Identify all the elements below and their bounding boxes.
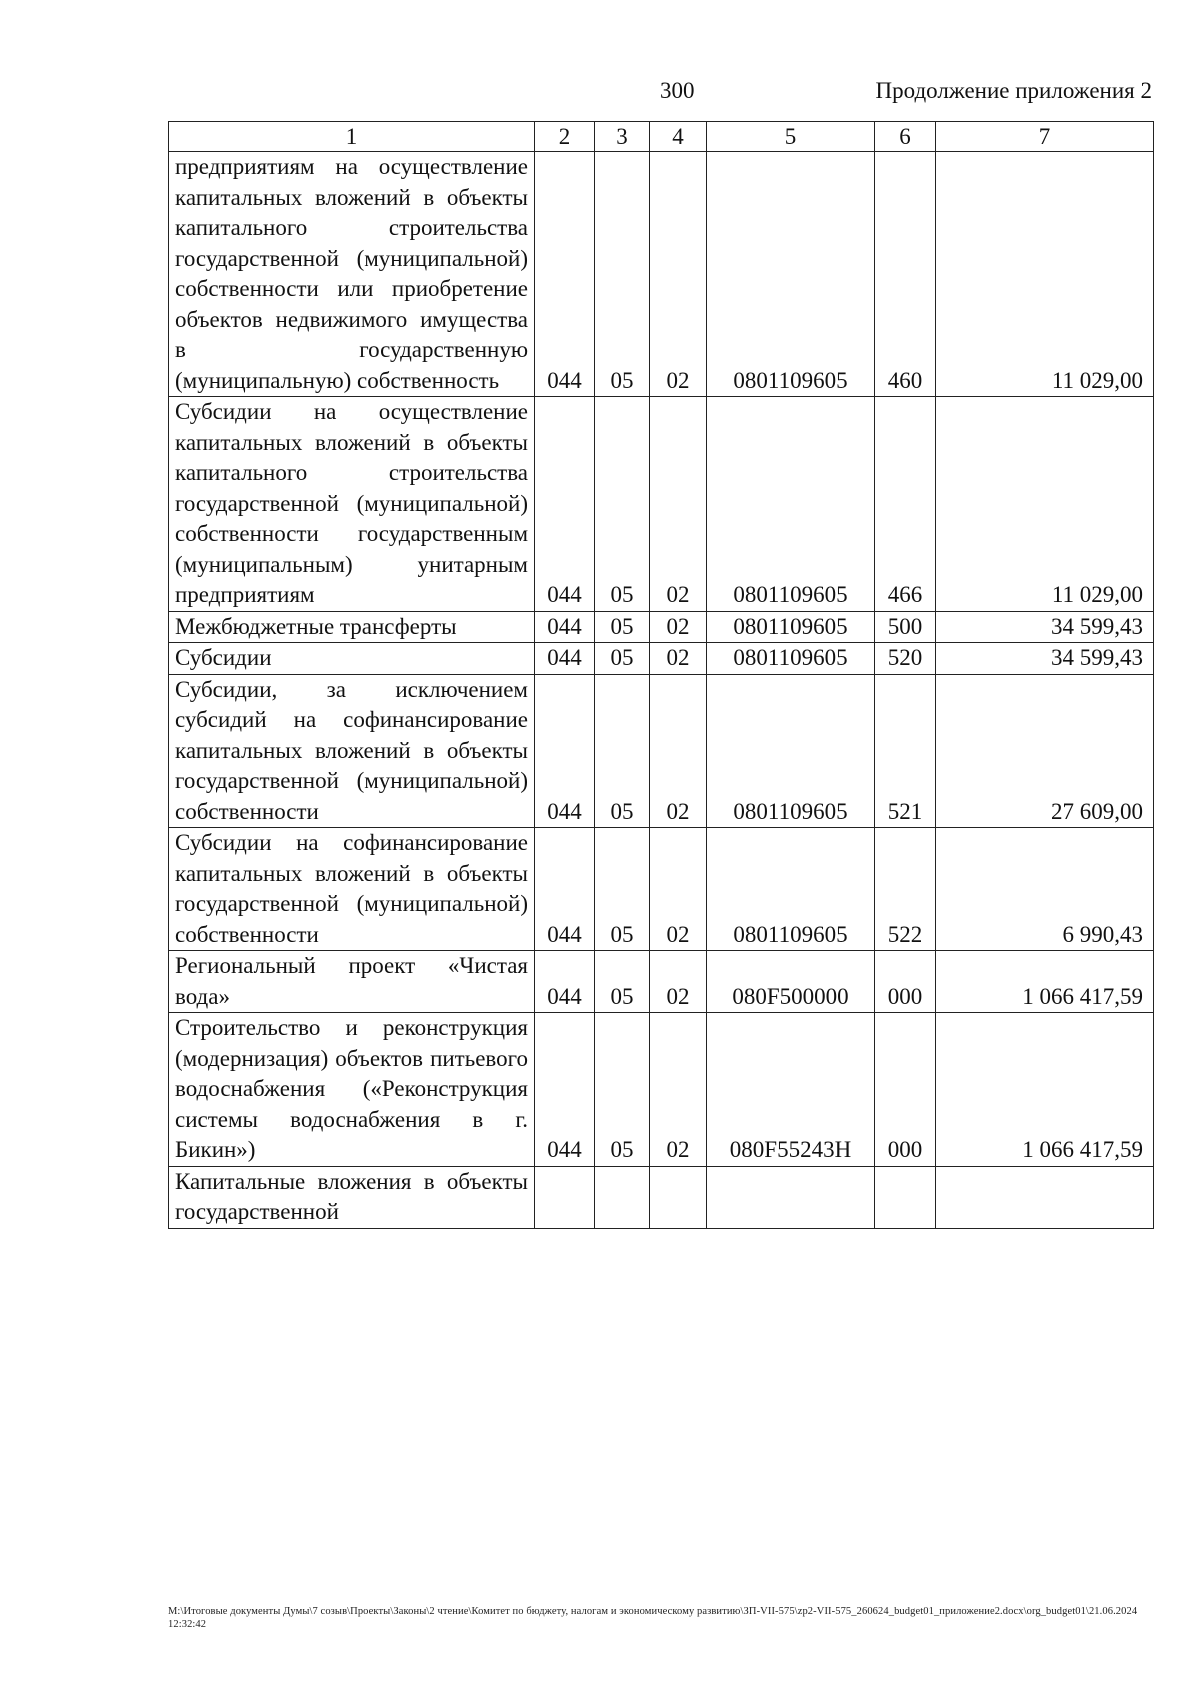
row-rz: 05 — [595, 1013, 650, 1167]
column-header: 6 — [875, 122, 936, 152]
row-grbs: 044 — [535, 152, 595, 397]
row-name: предприятиям на осуществление капитальных вложений в объекты капитального строительства государственной (муниципальной) собственности или приобретение объектов недвижимого имущества в государственную (муниципальную) собственность — [169, 152, 535, 397]
column-header: 4 — [650, 122, 707, 152]
row-csr: 0801109605 — [707, 828, 875, 951]
row-amount: 1 066 417,59 — [936, 1013, 1154, 1167]
row-csr: 0801109605 — [707, 152, 875, 397]
row-amount: 6 990,43 — [936, 828, 1154, 951]
row-pr: 02 — [650, 611, 707, 643]
column-header: 5 — [707, 122, 875, 152]
row-grbs — [535, 1166, 595, 1228]
row-grbs: 044 — [535, 674, 595, 828]
table-row — [169, 611, 1154, 643]
table-row — [169, 951, 1154, 1013]
row-csr — [707, 1166, 875, 1228]
table-row — [169, 1013, 1154, 1167]
row-grbs: 044 — [535, 1013, 595, 1167]
row-vr: 000 — [875, 951, 936, 1013]
row-rz: 05 — [595, 674, 650, 828]
row-name: Межбюджетные трансферты — [169, 611, 535, 643]
row-amount: 34 599,43 — [936, 611, 1154, 643]
row-grbs: 044 — [535, 643, 595, 675]
table-row — [169, 152, 1154, 397]
row-vr: 520 — [875, 643, 936, 675]
row-grbs: 044 — [535, 611, 595, 643]
row-amount: 11 029,00 — [936, 152, 1154, 397]
row-rz: 05 — [595, 951, 650, 1013]
row-pr: 02 — [650, 643, 707, 675]
column-header: 2 — [535, 122, 595, 152]
row-name: Субсидии на софинансирование капитальных вложений в объекты государственной (муниципальной) собственности — [169, 828, 535, 951]
row-name: Субсидии — [169, 643, 535, 675]
row-rz: 05 — [595, 643, 650, 675]
budget-table — [168, 121, 1154, 1229]
row-csr: 0801109605 — [707, 674, 875, 828]
row-pr: 02 — [650, 152, 707, 397]
row-pr: 02 — [650, 674, 707, 828]
row-vr: 521 — [875, 674, 936, 828]
row-vr: 466 — [875, 397, 936, 612]
row-vr: 522 — [875, 828, 936, 951]
row-csr: 080F55243Н — [707, 1013, 875, 1167]
row-grbs: 044 — [535, 951, 595, 1013]
row-amount: 34 599,43 — [936, 643, 1154, 675]
row-name: Капитальные вложения в объекты государственной — [169, 1166, 535, 1228]
column-header: 7 — [936, 122, 1154, 152]
row-vr: 460 — [875, 152, 936, 397]
table-row — [169, 1166, 1154, 1228]
table-row — [169, 397, 1154, 612]
row-rz: 05 — [595, 152, 650, 397]
row-name: Региональный проект «Чистая вода» — [169, 951, 535, 1013]
row-pr: 02 — [650, 828, 707, 951]
row-vr: 500 — [875, 611, 936, 643]
row-csr: 0801109605 — [707, 611, 875, 643]
row-rz — [595, 1166, 650, 1228]
row-amount: 11 029,00 — [936, 397, 1154, 612]
row-rz: 05 — [595, 397, 650, 612]
continuation-label: Продолжение приложения 2 — [875, 78, 1152, 103]
row-grbs: 044 — [535, 397, 595, 612]
column-header: 1 — [169, 122, 535, 152]
column-header: 3 — [595, 122, 650, 152]
row-rz: 05 — [595, 828, 650, 951]
page-number: 300 — [660, 78, 695, 103]
row-pr: 02 — [650, 1013, 707, 1167]
row-grbs: 044 — [535, 828, 595, 951]
row-amount: 1 066 417,59 — [936, 951, 1154, 1013]
row-amount: 27 609,00 — [936, 674, 1154, 828]
table-row — [169, 674, 1154, 828]
row-name: Субсидии на осуществление капитальных вложений в объекты капитального строительства государственной (муниципальной) собственности государственным (муниципальным) унитарным предприятиям — [169, 397, 535, 612]
row-vr — [875, 1166, 936, 1228]
row-vr: 000 — [875, 1013, 936, 1167]
row-csr: 080F500000 — [707, 951, 875, 1013]
row-name: Строительство и реконструкция (модернизация) объектов питьевого водоснабжения («Реконструкция системы водоснабжения в г. Бикин») — [169, 1013, 535, 1167]
table-row — [169, 828, 1154, 951]
row-pr: 02 — [650, 397, 707, 612]
row-rz: 05 — [595, 611, 650, 643]
table-header-row — [169, 122, 1154, 152]
table-row — [169, 643, 1154, 675]
row-csr: 0801109605 — [707, 643, 875, 675]
row-pr: 02 — [650, 951, 707, 1013]
row-csr: 0801109605 — [707, 397, 875, 612]
file-path-footer: M:\Итоговые документы Думы\7 созыв\Проекты\Законы\2 чтение\Комитет по бюджету, налогам и экономическому развитию\ЗП-VII-575\zp2-VII-575_260624_budget01_приложение2.docx\org_budget01\21.06.2024 12:32:42 — [168, 1606, 1138, 1630]
row-amount — [936, 1166, 1154, 1228]
row-name: Субсидии, за исключением субсидий на софинансирование капитальных вложений в объекты государственной (муниципальной) собственности — [169, 674, 535, 828]
row-pr — [650, 1166, 707, 1228]
